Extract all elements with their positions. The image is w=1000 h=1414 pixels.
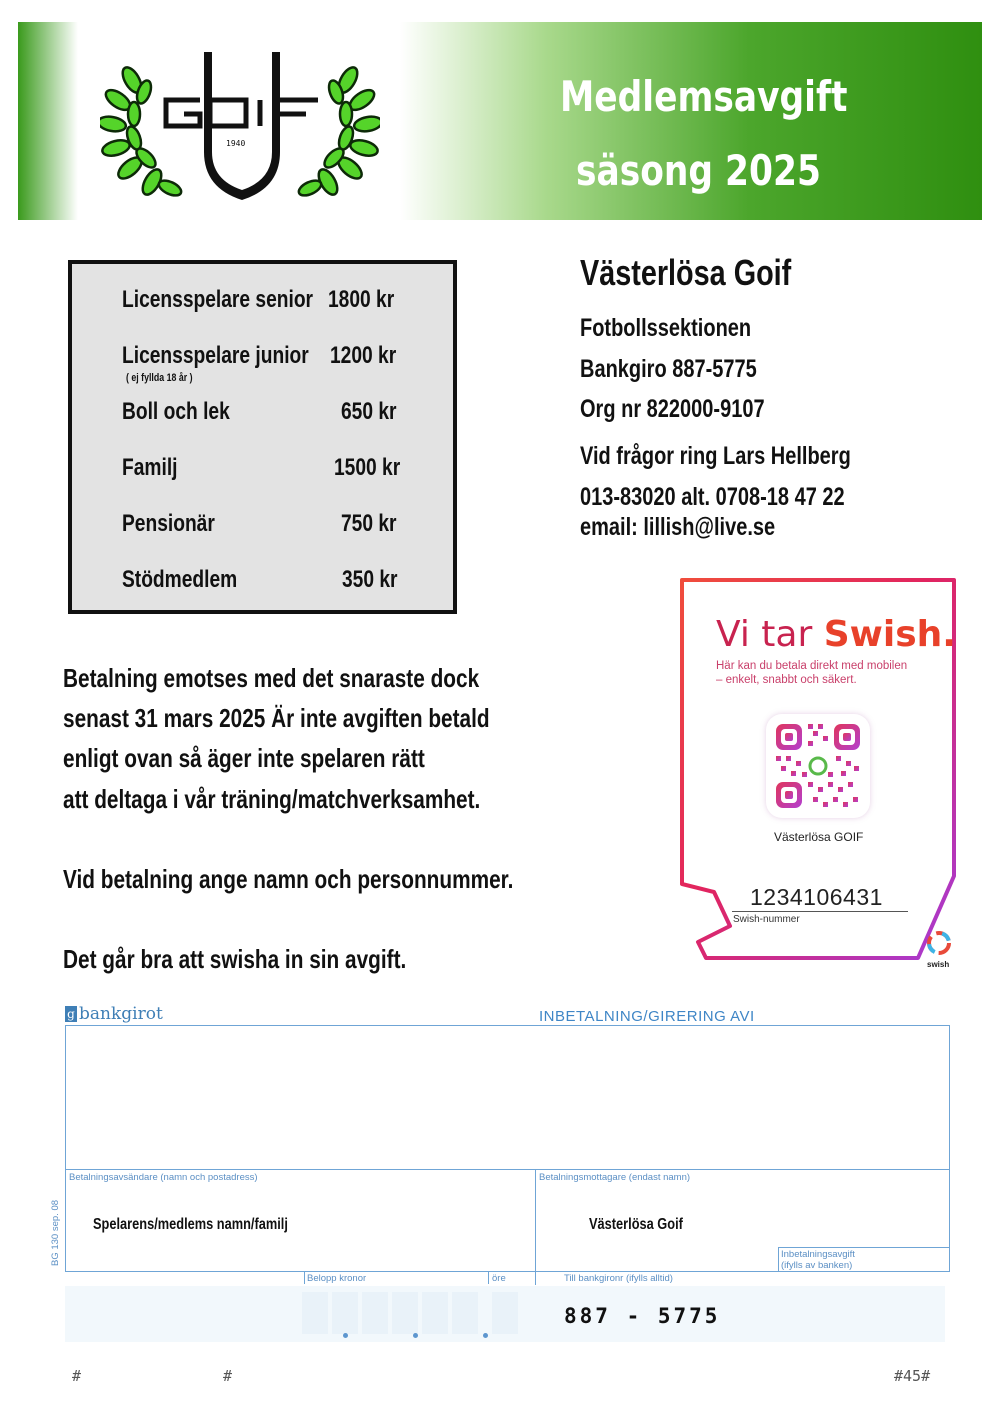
swish-subtitle: Här kan du betala direkt med mobilen — [716, 660, 908, 672]
header-title-panel — [400, 22, 982, 220]
payment-text-line: enligt ovan så äger inte spelaren rätt — [63, 743, 425, 773]
swish-logo-label: swish — [927, 960, 950, 969]
goif-logo — [100, 48, 380, 208]
price-label: Familj — [122, 454, 178, 481]
ocr-hash: # — [72, 1367, 82, 1385]
swish-qr-code[interactable] — [766, 714, 870, 818]
form-divider — [65, 1169, 950, 1170]
price-row-senior — [122, 286, 422, 316]
club-section: Fotbollssektionen — [580, 314, 752, 342]
price-row-stodmedlem — [122, 566, 422, 596]
price-label: Licensspelare junior — [122, 342, 309, 369]
swish-number: 1234106431 — [750, 884, 883, 910]
price-row-pensionar — [122, 510, 422, 540]
receiver-label: Betalningsmottagare (endast namn) — [539, 1172, 691, 1183]
amount-tick — [304, 1272, 305, 1284]
receiver-field[interactable]: Västerlösa Goif — [589, 1216, 683, 1233]
price-table — [68, 260, 457, 614]
amount-digit-box[interactable] — [302, 1292, 328, 1334]
ore-tick — [488, 1272, 489, 1284]
amount-separator-dot — [483, 1333, 488, 1338]
header-title-line2: säsong 2025 — [576, 146, 821, 195]
amount-separator-dot — [413, 1333, 418, 1338]
fee-label: Inbetalningsavgift — [781, 1249, 855, 1260]
club-contact: Vid frågor ring Lars Hellberg — [580, 442, 851, 470]
form-border-bottom — [65, 1271, 950, 1272]
form-border-right — [949, 1025, 950, 1271]
junior-age-note: ( ej fyllda 18 år ) — [126, 372, 193, 384]
price-label: Pensionär — [122, 510, 215, 537]
payment-text-line: att deltaga i vår träning/matchverksamhet. — [63, 784, 481, 814]
fee-box-left — [778, 1247, 779, 1271]
price-value: 750 kr — [341, 510, 397, 537]
amount-digit-box[interactable] — [392, 1292, 418, 1334]
sender-label: Betalningsavsändare (namn och postadress) — [69, 1172, 258, 1183]
swish-logo-icon — [924, 928, 954, 958]
amount-digit-box[interactable] — [452, 1292, 478, 1334]
club-email[interactable]: email: lillish@live.se — [580, 513, 776, 541]
club-phone: 013-83020 alt. 0708-18 47 22 — [580, 483, 845, 511]
header-title-line1: Medlemsavgift — [560, 72, 848, 121]
form-version-text: BG 130 sep. 08 — [50, 1199, 61, 1266]
price-label: Boll och lek — [122, 398, 230, 425]
price-value: 1500 kr — [334, 454, 401, 481]
amount-label: Belopp kronor — [307, 1273, 367, 1284]
payment-text-line: Betalning emotses med det snaraste dock — [63, 663, 480, 693]
swish-title-vi: Vi tar — [716, 614, 824, 655]
giro-form-title: INBETALNING/GIRERING AVI — [539, 1008, 755, 1025]
amount-separator-dot — [343, 1333, 348, 1338]
form-border-top — [65, 1025, 950, 1026]
club-org-nr: Org nr 822000-9107 — [580, 395, 765, 423]
logo-letters — [166, 100, 318, 126]
price-row-boll-och-lek — [122, 398, 422, 428]
price-value: 350 kr — [342, 566, 398, 593]
ore-label: öre — [492, 1273, 506, 1284]
form-border-left — [65, 1025, 66, 1271]
payment-text-line: senast 31 mars 2025 Är inte avgiften betald — [63, 703, 490, 733]
sender-field[interactable]: Spelarens/medlems namn/familj — [93, 1216, 288, 1233]
swish-note-text: Det går bra att swisha in sin avgift. — [63, 944, 407, 974]
fee-label-note: (ifylls av banken) — [781, 1260, 853, 1271]
account-label: Till bankgironr (ifylls alltid) — [564, 1273, 673, 1284]
form-column-divider — [535, 1169, 536, 1285]
club-bankgiro: Bankgiro 887-5775 — [580, 355, 757, 383]
logo-year: 1940 — [226, 139, 246, 148]
bankgirot-logo-text: bankgirot — [79, 1004, 163, 1024]
price-value: 650 kr — [341, 398, 397, 425]
price-label: Stödmedlem — [122, 566, 238, 593]
amount-digit-box[interactable] — [422, 1292, 448, 1334]
swish-card — [678, 576, 958, 972]
bankgirot-logo-icon: g — [65, 1006, 77, 1022]
price-label: Licensspelare senior — [122, 286, 314, 313]
price-value: 1800 kr — [328, 286, 395, 313]
price-row-junior — [122, 342, 422, 372]
swish-number-label: Swish-nummer — [733, 914, 800, 925]
price-value: 1200 kr — [330, 342, 397, 369]
amount-digit-box[interactable] — [362, 1292, 388, 1334]
qr-code-icon — [766, 714, 870, 818]
ocr-hash: #45# — [894, 1367, 931, 1385]
swish-title-swish: Swish. — [823, 614, 956, 655]
amount-digit-box[interactable] — [332, 1292, 358, 1334]
laurel-right-icon — [297, 64, 380, 198]
fee-box-top — [778, 1247, 950, 1248]
swish-subtitle: – enkelt, snabbt och säkert. — [716, 674, 857, 686]
price-row-familj — [122, 454, 422, 484]
payment-identify-text: Vid betalning ange namn och personnummer. — [63, 864, 514, 894]
bankgiro-account-number: 887 - 5775 — [564, 1304, 721, 1328]
swish-organization: Västerlösa GOIF — [774, 830, 864, 844]
club-name: Västerlösa Goif — [580, 252, 792, 293]
swish-title — [716, 614, 956, 655]
ore-digit-box[interactable] — [492, 1292, 518, 1334]
swish-number-underline — [732, 911, 908, 912]
ocr-hash: # — [223, 1367, 233, 1385]
bankgirot-logo — [65, 1004, 163, 1024]
laurel-left-icon — [100, 64, 183, 198]
